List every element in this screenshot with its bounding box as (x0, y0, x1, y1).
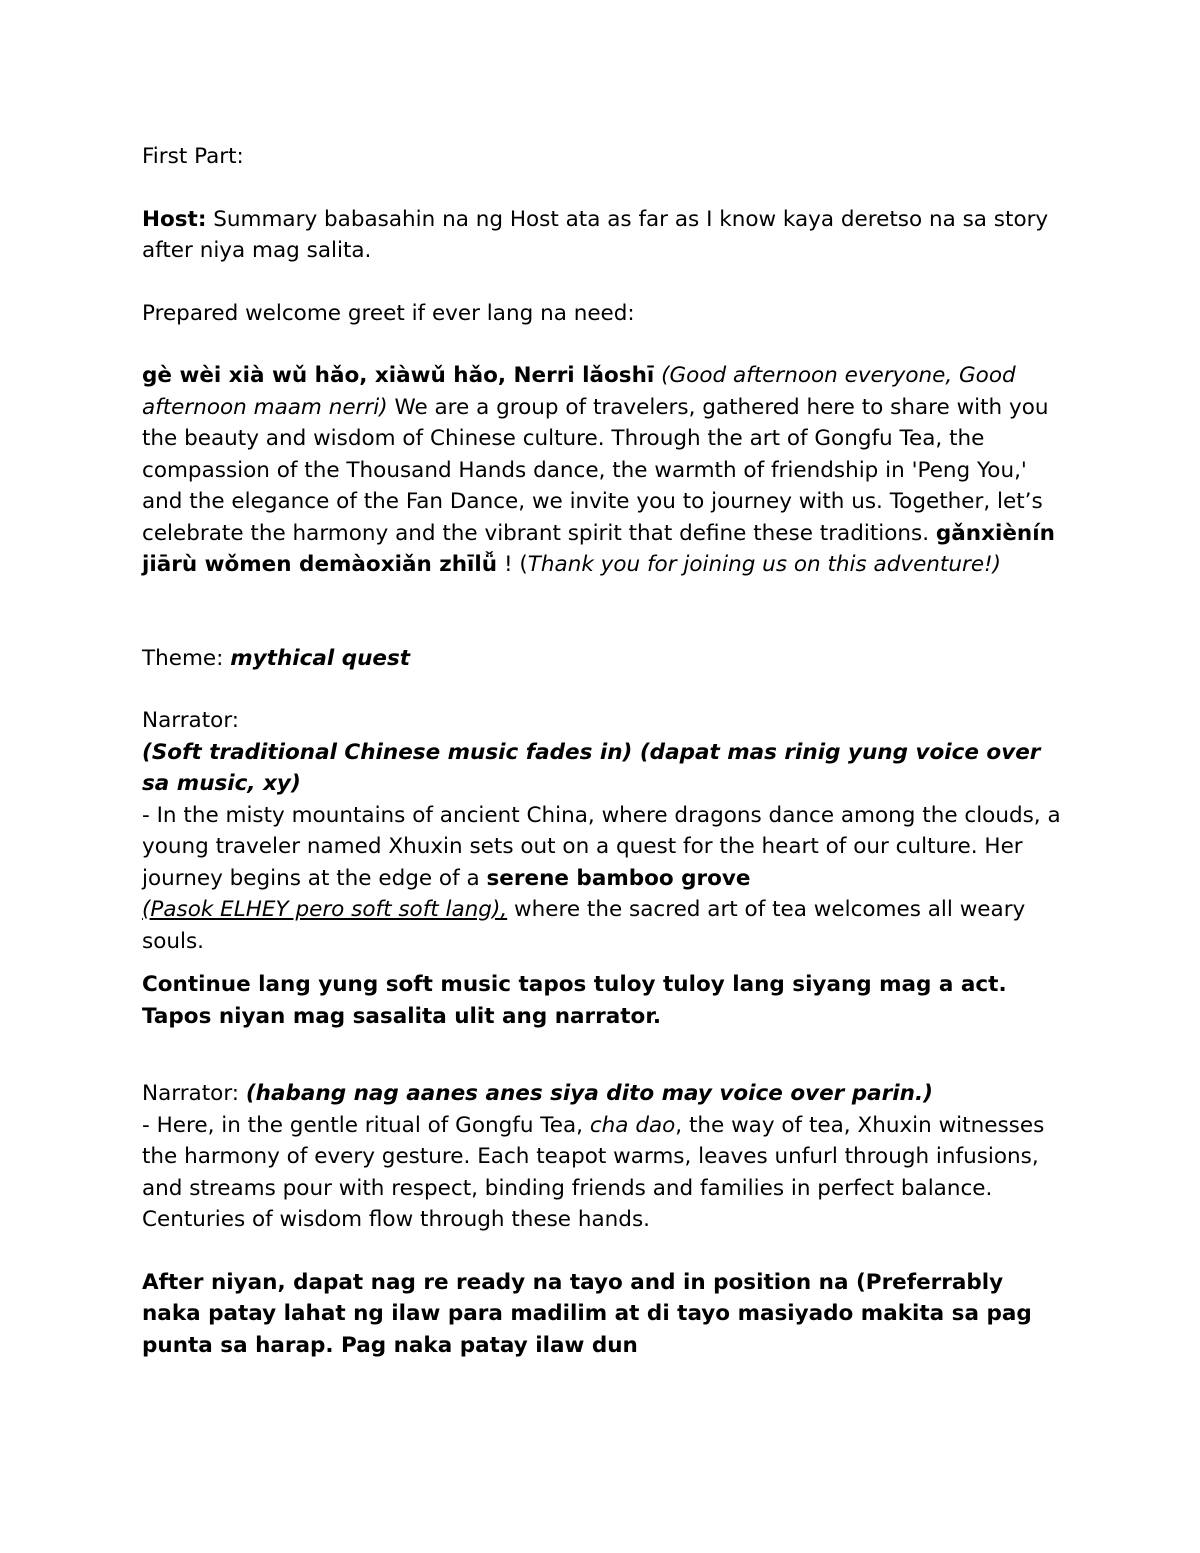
closing-pinyin: gǎnxiènín jiārù wǒmen demàoxiǎn zhīlǚ (142, 520, 1055, 577)
narrator-2-line (142, 1078, 1062, 1110)
narrator-2-term: cha dao (589, 1112, 676, 1138)
narrator-1-direction: (Soft traditional Chinese music fades in) (dapat mas rinig yung voice over sa music, xy) (142, 739, 1041, 796)
document-page (142, 141, 1062, 1361)
greeting-pinyin: gè wèi xià wǔ hǎo, xiàwǔ hǎo, Nerri lǎoshī (142, 363, 655, 388)
host-paragraph (142, 204, 1062, 267)
prepared-greet-label: Prepared welcome greet if ever lang na need: (142, 300, 635, 326)
section-title: First Part: (142, 144, 244, 169)
host-text: Summary babasahin na ng Host ata as far as I know kaya deretso na sa story after niya mag salita. (142, 206, 1049, 263)
narrator-1-label: Narrator: (142, 708, 240, 733)
theme-line (142, 643, 1062, 675)
instruction-1: Continue lang yung soft music tapos tuloy tuloy lang siyang mag a act. Tapos niyan mag sasalita ulit ang narrator. (142, 972, 1007, 1029)
greeting-translation: (Good afternoon everyone, Good afternoon maam nerri) (142, 363, 1016, 420)
instruction-2: After niyan, dapat nag re ready na tayo and in position na (Preferrably naka patay lahat ng ilaw para madilim at di tayo masiyado makita sa pag punta sa harap. Pag naka patay ilaw dun (142, 1269, 1032, 1358)
host-label: Host: (142, 206, 207, 232)
greeting-paragraph (142, 360, 1062, 581)
closing-mark: ! ( (497, 552, 528, 577)
narrator-2-direction: (habang nag aanes anes siya dito may voice over parin.) (245, 1081, 933, 1106)
theme-value: mythical quest (230, 645, 411, 671)
closing-translation: Thank you for joining us on this adventure!) (527, 552, 1002, 577)
narrator-2-label: Narrator: (142, 1081, 246, 1106)
narrator-1-cue: (Pasok ELHEY pero soft soft lang), (142, 897, 508, 922)
narrator-1-text: - In the misty mountains of ancient China, where dragons dance among the clouds, a young traveler named Xhuxin sets out on a quest for the heart of our culture. Her journey begins at the edge of a serene bamboo grove (Pasok ELHEY pero soft soft lang), where the sacred art of tea welcomes all weary souls. (142, 802, 1061, 954)
narrator-1-emphasis: serene bamboo grove (486, 865, 751, 891)
theme-label: Theme: (142, 645, 231, 671)
greeting-body: We are a group of travelers, gathered here to share with you the beauty and wisdom of Chinese culture. Through the art of Gongfu Tea, the compassion of the Thousand Hands dance, the warmth of friendship in 'Peng You,' and the elegance of the Fan Dance, we invite you to journey with us. Together, let’s celebrate the harmony and the vibrant spirit that define these traditions. (142, 394, 1049, 546)
narrator-2-text: - Here, in the gentle ritual of Gongfu Tea, cha dao, the way of tea, Xhuxin witnesses the harmony of every gesture. Each teapot warms, leaves unfurl through infusions, and streams pour with respect, binding friends and families in perfect balance. Centuries of wisdom flow through these hands. (142, 1112, 1045, 1232)
